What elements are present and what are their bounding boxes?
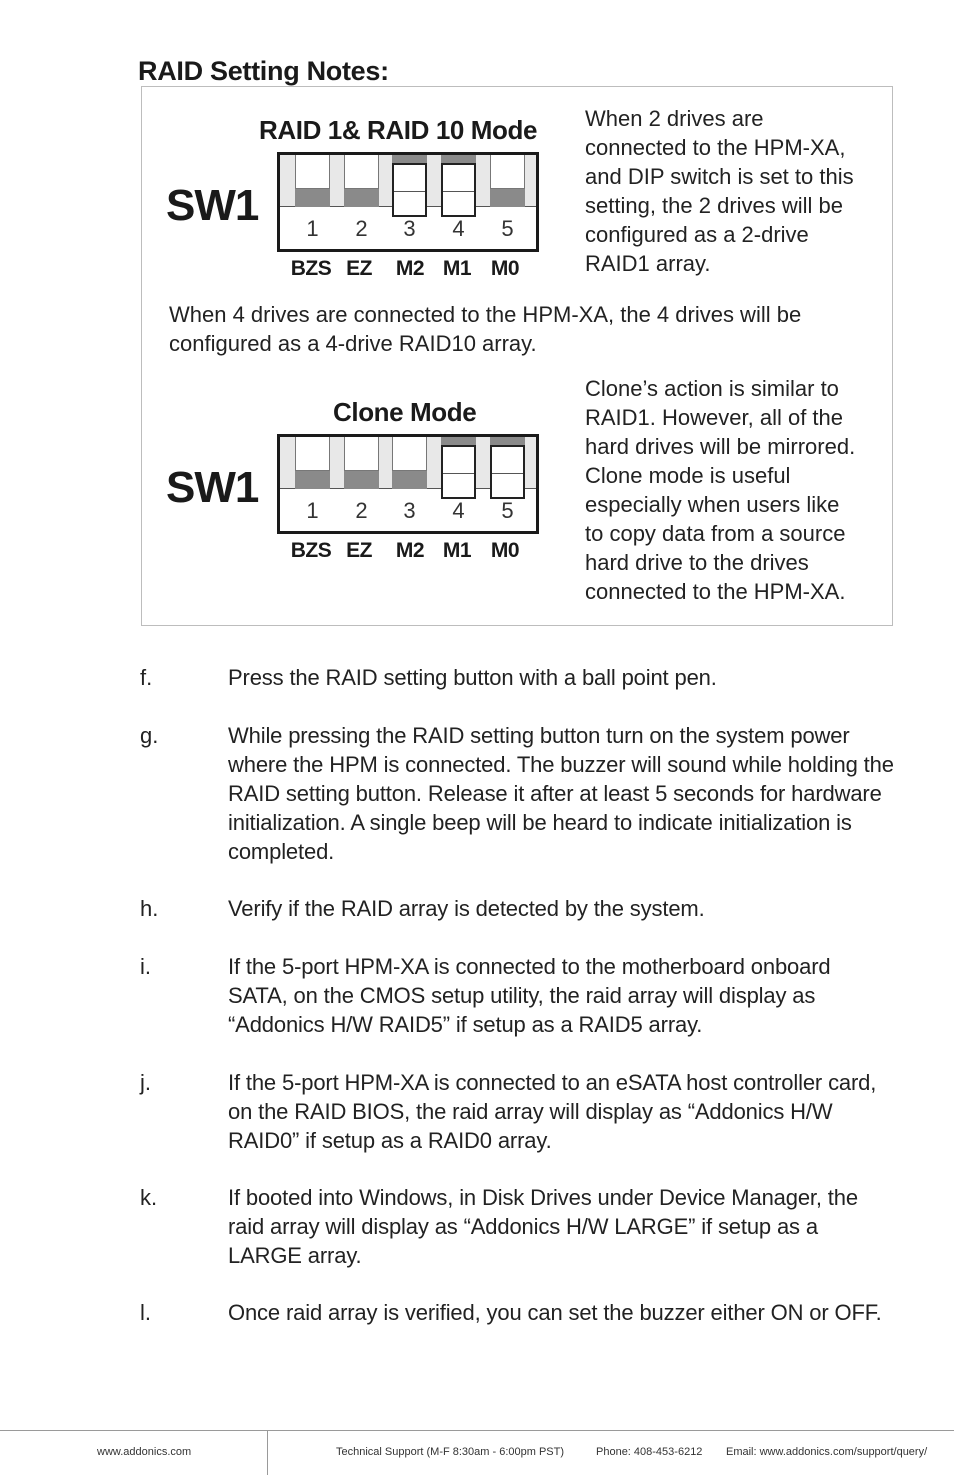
switch-track <box>441 437 476 445</box>
clone-description <box>585 374 855 606</box>
raid10-note <box>169 300 801 358</box>
list-item-text <box>228 952 938 1039</box>
switch-actuator-on <box>441 163 476 217</box>
list-item-line: initialization. A single beep will be heard to indicate initialization is <box>228 810 852 835</box>
footer-support: Technical Support (M-F 8:30am - 6:00pm PST) <box>336 1446 565 1458</box>
switch-track <box>490 437 525 445</box>
switch-actuator-on <box>490 445 525 499</box>
dip-switch-toggle <box>441 437 476 489</box>
description-line: RAID1. However, all of the <box>585 405 844 430</box>
footer-separator <box>267 1431 268 1475</box>
pin-label: M0 <box>490 257 520 280</box>
dip-switch-toggle <box>392 155 427 207</box>
dip-switch-toggle <box>344 155 379 207</box>
list-item-text <box>228 1183 938 1270</box>
list-item-line: “Addonics H/W RAID5” if setup as a RAID5 array. <box>228 1012 703 1037</box>
list-item-line: raid array will display as “Addonics H/W LARGE” if setup as a <box>228 1214 818 1239</box>
switch-number: 4 <box>452 498 465 523</box>
switch-actuator-off <box>344 155 379 189</box>
switch-track <box>392 471 427 489</box>
footer-rule <box>0 1430 954 1431</box>
description-line: to copy data from a source <box>585 521 846 546</box>
list-item-line: RAID0” if setup as a RAID0 array. <box>228 1128 552 1153</box>
switch-track <box>295 471 330 489</box>
list-item-line: on the RAID BIOS, the raid array will display as “Addonics H/W <box>228 1099 833 1124</box>
list-item-line: While pressing the RAID setting button turn on the system power <box>228 723 850 748</box>
clone-sw-label: SW1 <box>166 463 259 512</box>
switch-number: 1 <box>306 498 319 523</box>
list-item-text <box>228 1298 938 1327</box>
list-item-line: where the HPM is connected. The buzzer will sound while holding the <box>228 752 894 777</box>
list-item-line: If booted into Windows, in Disk Drives under Device Manager, the <box>228 1185 858 1210</box>
list-item-line: completed. <box>228 839 335 864</box>
list-item-line: Verify if the RAID array is detected by the system. <box>228 896 705 921</box>
clone-mode-title: Clone Mode <box>333 397 477 427</box>
list-letter: h. <box>140 896 159 921</box>
switch-actuator-off <box>295 437 330 471</box>
note-line: When 4 drives are connected to the HPM-XA, the 4 drives will be <box>169 302 802 327</box>
dip-switch-toggle <box>392 437 427 489</box>
description-line: configured as a 2-drive <box>585 222 809 247</box>
list-letter: f. <box>140 665 153 690</box>
switch-number: 2 <box>355 498 368 523</box>
section-title: RAID Setting Notes: <box>138 56 389 86</box>
list-item-line: If the 5-port HPM-XA is connected to the motherboard onboard <box>228 954 831 979</box>
switch-actuator-divider <box>443 191 474 192</box>
switch-actuator-off <box>295 155 330 189</box>
list-letter: g. <box>140 723 159 748</box>
switch-actuator-off <box>392 437 427 471</box>
description-line: connected to the HPM-XA. <box>585 579 846 604</box>
description-line: and DIP switch is set to this <box>585 164 854 189</box>
switch-number: 5 <box>501 498 514 523</box>
raid-mode-title: RAID 1& RAID 10 Mode <box>259 115 538 145</box>
note-line: configured as a 4-drive RAID10 array. <box>169 331 537 356</box>
switch-track <box>392 155 427 163</box>
switch-track <box>344 189 379 207</box>
list-letter: j. <box>140 1070 151 1095</box>
switch-actuator-on <box>441 445 476 499</box>
raid-description <box>585 104 854 278</box>
pin-label: EZ <box>346 257 372 280</box>
description-line: hard drive to the drives <box>585 550 809 575</box>
description-line: Clone mode is useful <box>585 463 791 488</box>
description-line: RAID1 array. <box>585 251 711 276</box>
description-line: hard drives will be mirrored. <box>585 434 856 459</box>
switch-track <box>441 155 476 163</box>
list-letter: i. <box>140 954 151 979</box>
footer-email: Email: www.addonics.com/support/query/ <box>726 1446 928 1458</box>
dip-switch-toggle <box>490 155 525 207</box>
footer-website: www.addonics.com <box>97 1446 192 1458</box>
list-letter: k. <box>140 1185 158 1210</box>
pin-label: EZ <box>346 539 372 562</box>
list-item-line: Press the RAID setting button with a ball point pen. <box>228 665 717 690</box>
clone-dip-switch <box>277 434 539 534</box>
switch-track <box>344 471 379 489</box>
list-item-line: RAID setting button. Release it after at least 5 seconds for hardware <box>228 781 882 806</box>
list-item-line: SATA, on the CMOS setup utility, the raid array will display as <box>228 983 816 1008</box>
dip-switch-toggle <box>490 437 525 489</box>
list-item-text <box>228 1068 938 1155</box>
switch-track <box>295 189 330 207</box>
list-item-text <box>228 721 938 866</box>
list-item-text <box>228 894 938 923</box>
list-item-line: Once raid array is verified, you can set the buzzer either ON or OFF. <box>228 1300 882 1325</box>
description-line: setting, the 2 drives will be <box>585 193 844 218</box>
switch-track <box>490 189 525 207</box>
pin-label: M2 <box>395 539 425 562</box>
list-item-line: If the 5-port HPM-XA is connected to an eSATA host controller card, <box>228 1070 877 1095</box>
switch-number: 3 <box>403 498 416 523</box>
pin-label: M1 <box>442 257 472 280</box>
switch-actuator-off <box>344 437 379 471</box>
switch-actuator-off <box>490 155 525 189</box>
description-line: When 2 drives are <box>585 106 764 131</box>
switch-number: 4 <box>452 216 465 241</box>
switch-number: 1 <box>306 216 319 241</box>
pin-label: BZS <box>290 539 332 562</box>
switch-actuator-divider <box>443 473 474 474</box>
list-item-line: LARGE array. <box>228 1243 362 1268</box>
switch-number: 2 <box>355 216 368 241</box>
switch-number: 5 <box>501 216 514 241</box>
footer-phone: Phone: 408-453-6212 <box>596 1446 703 1458</box>
description-line: connected to the HPM-XA, <box>585 135 846 160</box>
switch-actuator-on <box>392 163 427 217</box>
dip-switch-toggle <box>344 437 379 489</box>
list-item-text <box>228 663 938 692</box>
list-letter: l. <box>140 1300 151 1325</box>
pin-label: M0 <box>490 539 520 562</box>
raid-sw-label: SW1 <box>166 181 259 230</box>
dip-switch-toggle <box>295 155 330 207</box>
switch-actuator-divider <box>492 473 523 474</box>
raid-dip-switch <box>277 152 539 252</box>
switch-actuator-divider <box>394 191 425 192</box>
dip-switch-toggle <box>441 155 476 207</box>
switch-number: 3 <box>403 216 416 241</box>
description-line: especially when users like <box>585 492 840 517</box>
pin-label: M1 <box>442 539 472 562</box>
dip-switch-toggle <box>295 437 330 489</box>
pin-label: M2 <box>395 257 425 280</box>
description-line: Clone’s action is similar to <box>585 376 839 401</box>
pin-label: BZS <box>290 257 332 280</box>
